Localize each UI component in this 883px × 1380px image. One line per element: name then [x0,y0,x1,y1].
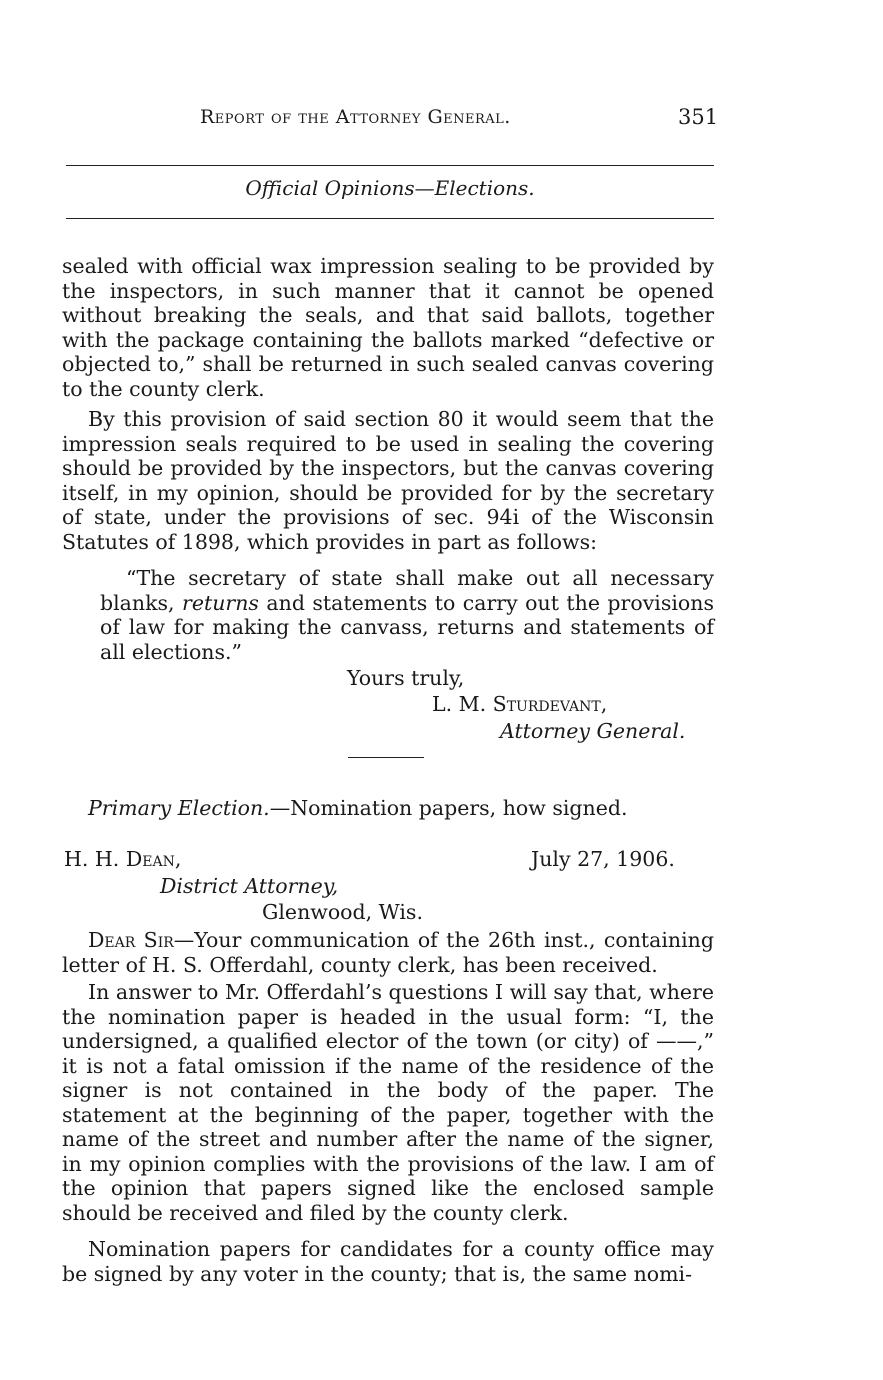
salutation: Dear Sir [88,928,174,952]
addressee-title: District Attorney, [160,874,339,898]
opinion-1-paragraph-1 [62,254,714,401]
header-rule-bottom [66,218,714,219]
opinion-headnote [88,796,628,820]
letter-date: July 27, 1906. [531,847,675,871]
header-rule-top [66,165,714,166]
opinion-2-paragraph-1 [62,928,714,977]
addressee-place: Glenwood, Wis. [262,900,423,924]
page-number: 351 [678,105,719,129]
addressee-name: H. H. Dean, [64,847,182,871]
letter-closing: Yours truly, [347,666,465,690]
paragraph-text: —Your communication of the 26th inst., containing letter of H. S. Offerdahl, county clerk, has been received. [62,928,714,977]
signer-title: Attorney General. [500,719,686,743]
paragraph-text: In answer to Mr. Offerdahl’s questions I will say that, where the nomination paper is headed in the usual form: “I, the undersigned, a qualified elector of the town (or city) of ——,” it is not a fatal omission if the name of the residence of the signer is not contained in the body of the paper. The statement at the beginning of the paper, together with the name of the street and number after the name of the signer, in my opinion complies with the provisions of the law. I am of the opinion that papers signed like the enclosed sample should be received and filed by the county clerk. [62,980,714,1225]
quote-text-italic: returns [182,590,259,615]
headnote-topic: Primary Election. [88,796,270,820]
opinion-2-paragraph-3 [62,1237,714,1286]
quote-text-before: “The secretary of state shall make out all necessary blanks, [100,566,714,615]
paragraph-text: By this provision of said section 80 it would seem that the impression seals required to be used in sealing the covering should be provided by the inspectors, but the canvas covering itself, in my opinion, should be provided for by the secretary of state, under the provisions of sec. 94i of the Wisconsin Statutes of 1898, which provides in part as follows: [62,407,714,554]
opinion-1-paragraph-2 [62,407,714,554]
quote-text-after: and statements to carry out the provisions of law for making the canvass, returns and statements of all elections.” [100,590,714,664]
section-divider [348,757,424,758]
section-title: Official Opinions—Elections. [245,176,535,200]
paragraph-text: sealed with official wax impression sealing to be provided by the inspectors, in such manner that it cannot be opened without breaking the seals, and that said ballots, together with the package containing the ballots marked “defective or objected to,” shall be returned in such sealed canvas covering to the county clerk. [62,254,714,401]
running-head: Report of the Attorney General. [200,106,511,128]
opinion-2-paragraph-2 [62,980,714,1225]
signer-name: L. M. Sturdevant, [432,692,608,716]
statute-quote [100,566,714,664]
paragraph-text: Nomination papers for candidates for a county office may be signed by any voter in the county; that is, the same nomi- [62,1237,714,1286]
headnote-summary: —Nomination papers, how signed. [269,796,628,820]
